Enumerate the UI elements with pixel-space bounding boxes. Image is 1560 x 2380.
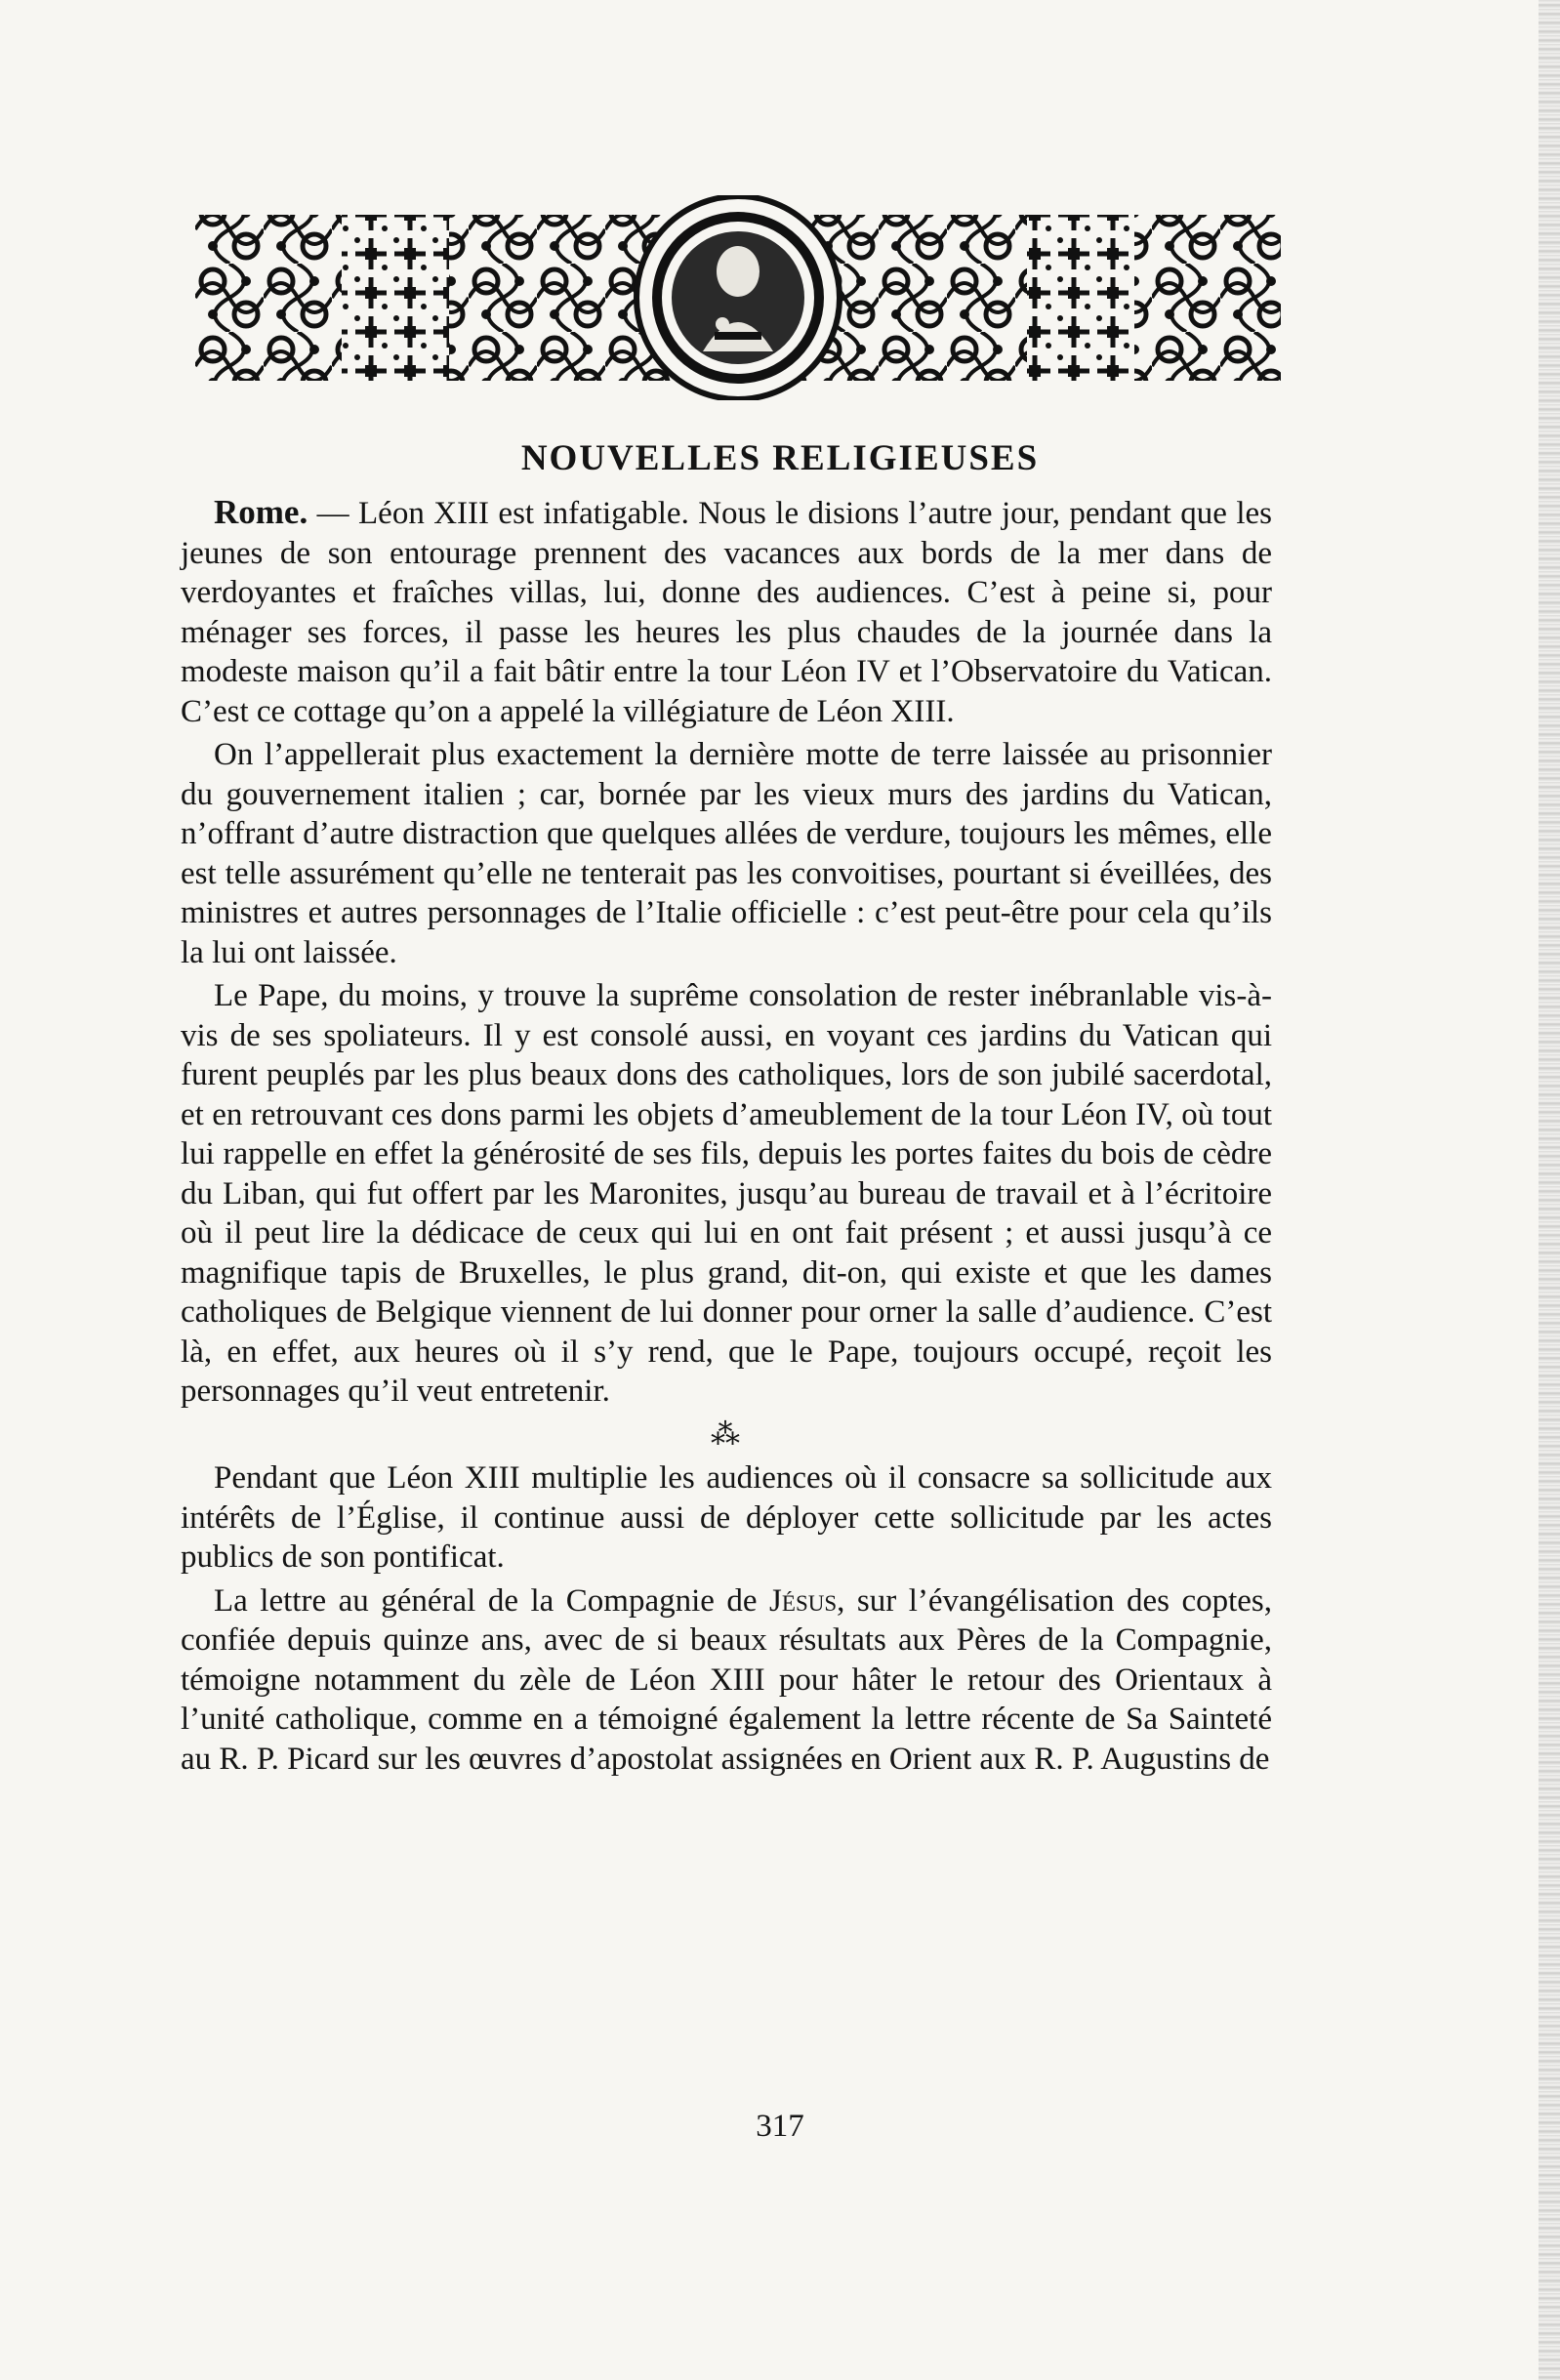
jesus-small-caps: Jésus: [769, 1582, 838, 1619]
asterism-separator: ⁂: [711, 1417, 742, 1451]
paragraph-rome-text: — Léon XIII est infatigable. Nous le disions l’autre jour, pendant que les jeunes de son entourage prennent des vacances aux bords de la mer dans de verdoyantes et fraîches villas, lui, donne des audiences. C’est à peine si, pour ménager ses forces, il passe les heures les plus chaudes de la journée dans la modeste maison qu’il a fait bâtir entre la tour Léon IV et l’Observatoire du Vatican. C’est ce cottage qu’on a appelé la villégiature de Léon XIII.: [181, 496, 1272, 729]
paragraph-rome: [181, 493, 1272, 731]
lettre-text-end: , sur l’évangélisation des coptes, confiée depuis quinze ans, avec de si beaux résultats aux Pères de la Compagnie, témoigne notamment du zèle de Léon XIII pour hâter le retour des Orientaux à l’unité catholique, comme en a témoigné également la lettre récente de Sa Sainteté au R. P. Picard sur les œuvres d’apostolat assignées en Orient aux R. P. Augustins de: [181, 1582, 1273, 1777]
christ-medallion-icon: [636, 196, 840, 399]
paragraph-audiences: Pendant que Léon XIII multiplie les audiences où il consacre sa sollicitude aux intérêts de l’Église, il continue aussi de déployer cette sollicitude par les actes publics de son pontificat.: [181, 1460, 1272, 1575]
paragraph-lettre-coptes: [181, 1581, 1272, 1780]
paragraph-dernier-motte: On l’appellerait plus exactement la dernière motte de terre laissée au prisonnier du gouvernement italien ; car, bornée par les vieux murs des jardins du Vatican, n’offrant d’autre distraction que quelques allées de verdure, toujours les mêmes, elle est telle assurément qu’elle ne tenterait pas les convoitises, pourtant si éveillées, des ministres et autres personnages de l’Italie officielle : c’est peut-être pour cela qu’ils la lui ont laissée.: [181, 737, 1272, 970]
section-title: NOUVELLES RELIGIEUSES: [520, 438, 1040, 478]
ornamental-headpiece-icon: [195, 195, 1281, 400]
dateline: Rome.: [214, 493, 308, 531]
paragraph-pape-consolation: Le Pape, du moins, y trouve la suprême consolation de rester inébranlable vis-à-vis de ses spoliateurs. Il y est consolé aussi, en voyant ces jardins du Vatican qui furent peuplés par les plus beaux dons des catholiques, lors de son jubilé sacerdotal, et en retrouvant ces dons parmi les objets d’ameublement de la tour Léon IV, où tout lui rappelle en effet la générosité de ses fils, depuis les portes faites du bois de cèdre du Liban, qui fut offert par les Maronites, jusqu’au bureau de travail et à l’écritoire où il peut lire la dédicace de ceux qui lui en ont fait présent ; et aussi jusqu’à ce magnifique tapis de Bruxelles, le plus grand, dit-on, qui existe et que les dames catholiques de Belgique viennent de lui donner pour orner la salle d’audience. C’est là, en effet, aux heures où il s’y rend, que le Pape, toujours occupé, reçoit les personnages qu’il veut entretenir.: [181, 978, 1272, 1409]
article-body: [181, 493, 1272, 1783]
lettre-text-start: La lettre au général de la Compagnie de: [214, 1582, 770, 1619]
page-number: 317: [756, 2109, 804, 2144]
scanned-page-edge: [1539, 0, 1560, 2380]
